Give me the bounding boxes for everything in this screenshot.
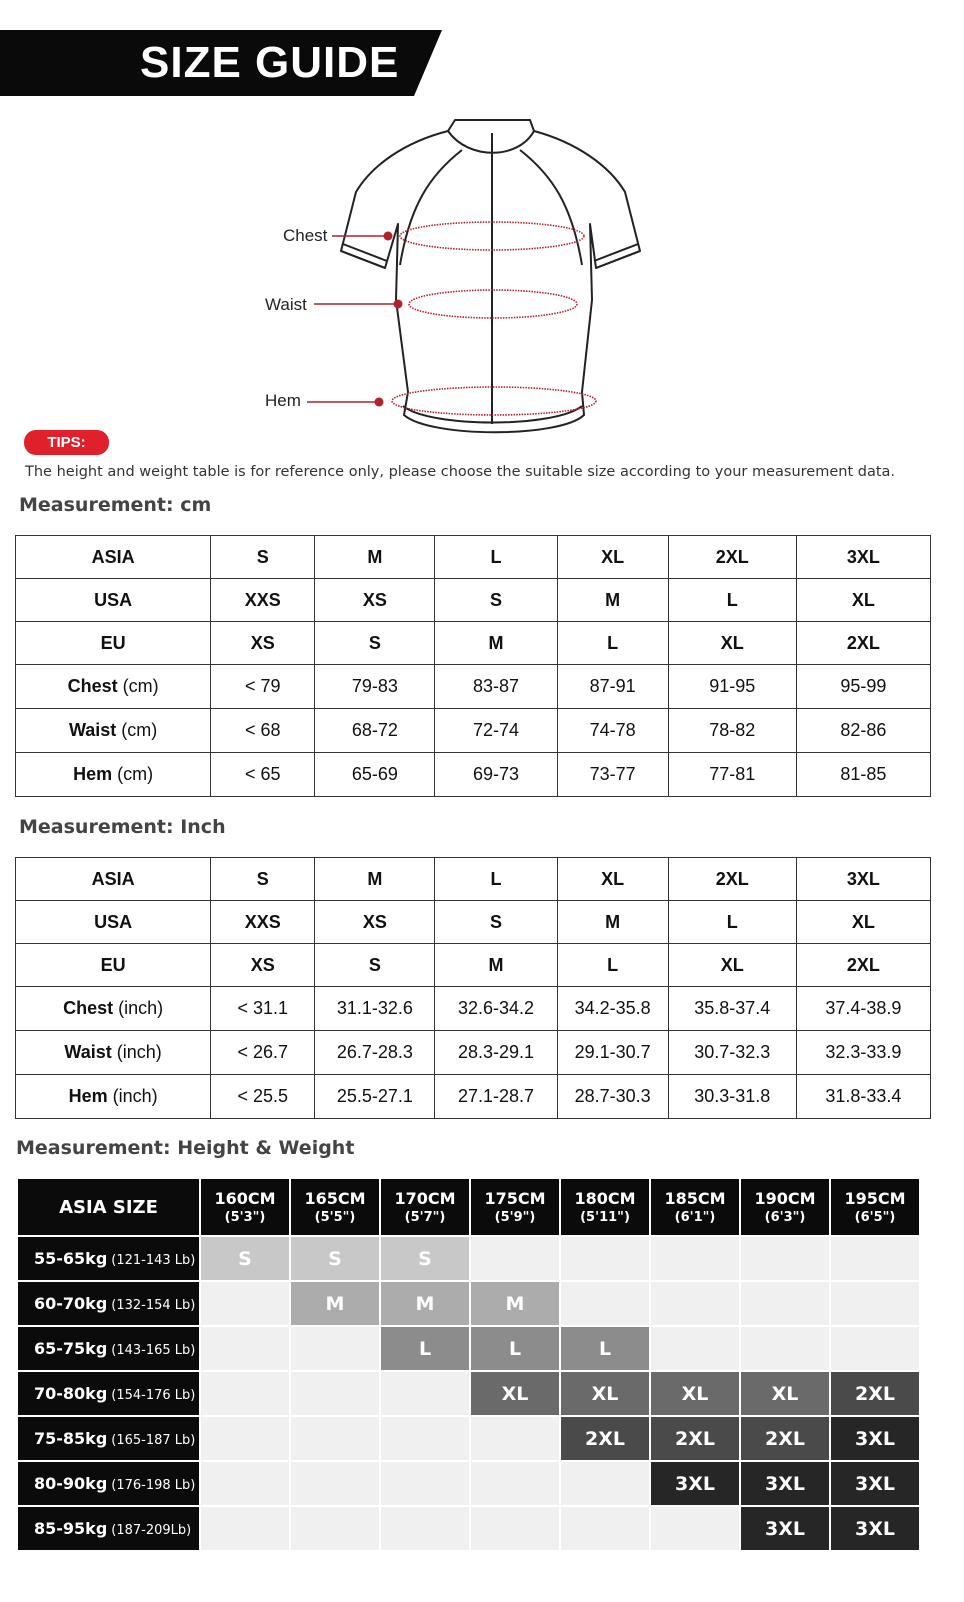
size-cell: L (381, 1327, 469, 1370)
height-ft: (5'7") (404, 1210, 446, 1225)
size-cell: M (381, 1282, 469, 1325)
height-cm: 175CM (484, 1189, 546, 1208)
size-cell: L (557, 622, 668, 665)
value-cell: 28.7-30.3 (557, 1075, 668, 1119)
region-label: USA (16, 579, 211, 622)
region-label: USA (16, 901, 211, 944)
table-row (16, 987, 931, 1031)
size-cell: S (211, 858, 315, 901)
weight-lb: (121-143 Lb) (111, 1253, 196, 1268)
size-cell: 2XL (796, 622, 930, 665)
header-row (16, 944, 931, 987)
weight-kg: 65-75kg (34, 1339, 108, 1358)
size-cell (741, 1282, 829, 1325)
height-ft: (6'3") (764, 1210, 806, 1225)
size-cell: L (561, 1327, 649, 1370)
size-cell: XL (668, 622, 796, 665)
measure-unit: (inch) (113, 998, 164, 1018)
size-cell (291, 1462, 379, 1505)
waist-label: Waist (265, 295, 307, 314)
size-cell: 3XL (651, 1462, 739, 1505)
size-cell: XS (315, 901, 435, 944)
size-guide-banner (0, 30, 450, 96)
size-cell: M (435, 622, 557, 665)
value-cell: 72-74 (435, 709, 557, 753)
size-cell (831, 1237, 919, 1280)
header-row (16, 536, 931, 579)
measure-label (16, 753, 211, 797)
size-cell (471, 1507, 559, 1550)
size-cell: L (668, 901, 796, 944)
size-cell (651, 1282, 739, 1325)
size-cell (381, 1372, 469, 1415)
size-cell: XL (557, 536, 668, 579)
size-cell: 3XL (831, 1507, 919, 1550)
height-cm: 195CM (844, 1189, 906, 1208)
measure-unit: (cm) (116, 720, 158, 740)
table-row (16, 1075, 931, 1119)
size-cell (291, 1372, 379, 1415)
size-cell: S (201, 1237, 289, 1280)
weight-lb: (165-187 Lb) (111, 1433, 196, 1448)
weight-label (18, 1417, 199, 1460)
size-cell: XXS (211, 901, 315, 944)
weight-label (18, 1462, 199, 1505)
measure-name: Hem (73, 764, 113, 784)
size-cell: XXS (211, 579, 315, 622)
size-cell (651, 1507, 739, 1550)
value-cell: < 65 (211, 753, 315, 797)
height-cm: 190CM (754, 1189, 816, 1208)
height-header (561, 1179, 649, 1235)
size-cell: 2XL (561, 1417, 649, 1460)
value-cell: 31.8-33.4 (796, 1075, 930, 1119)
value-cell: 74-78 (557, 709, 668, 753)
value-cell: < 79 (211, 665, 315, 709)
size-cell (741, 1327, 829, 1370)
region-label: ASIA (16, 536, 211, 579)
size-cell: 2XL (668, 858, 796, 901)
value-cell: 34.2-35.8 (557, 987, 668, 1031)
weight-kg: 80-90kg (34, 1474, 108, 1493)
size-cell (201, 1327, 289, 1370)
height-header (201, 1179, 289, 1235)
measure-name: Waist (68, 720, 117, 740)
cm-size-table (15, 535, 931, 797)
size-cell: XL (668, 944, 796, 987)
height-header (831, 1179, 919, 1235)
weight-kg: 75-85kg (34, 1429, 108, 1448)
header-row (16, 622, 931, 665)
size-cell: XS (315, 579, 435, 622)
size-cell (381, 1507, 469, 1550)
table-row (18, 1462, 919, 1505)
height-ft: (5'3") (224, 1210, 266, 1225)
size-cell (561, 1462, 649, 1505)
size-cell (561, 1282, 649, 1325)
measure-unit: (inch) (107, 1086, 158, 1106)
value-cell: < 31.1 (211, 987, 315, 1031)
jersey-diagram (250, 110, 670, 455)
value-cell: 29.1-30.7 (557, 1031, 668, 1075)
value-cell: 77-81 (668, 753, 796, 797)
size-cell: 3XL (741, 1462, 829, 1505)
size-cell: XL (561, 1372, 649, 1415)
height-header (651, 1179, 739, 1235)
size-cell (201, 1372, 289, 1415)
value-cell: 31.1-32.6 (315, 987, 435, 1031)
value-cell: 79-83 (315, 665, 435, 709)
value-cell: 26.7-28.3 (315, 1031, 435, 1075)
table-row (16, 753, 931, 797)
size-cell: 2XL (831, 1372, 919, 1415)
size-cell: M (471, 1282, 559, 1325)
size-cell: 3XL (741, 1507, 829, 1550)
table-row (18, 1282, 919, 1325)
size-cell: XL (741, 1372, 829, 1415)
table-row (16, 1031, 931, 1075)
value-cell: 30.7-32.3 (668, 1031, 796, 1075)
weight-label (18, 1237, 199, 1280)
measure-unit: (inch) (111, 1042, 162, 1062)
weight-lb: (132-154 Lb) (111, 1298, 196, 1313)
height-ft: (5'11") (580, 1210, 630, 1225)
size-cell: M (291, 1282, 379, 1325)
value-cell: 30.3-31.8 (668, 1075, 796, 1119)
cm-section-title: Measurement: cm (19, 494, 212, 516)
size-cell: 3XL (831, 1462, 919, 1505)
height-weight-table (16, 1177, 921, 1552)
value-cell: < 26.7 (211, 1031, 315, 1075)
header-row (18, 1179, 919, 1235)
size-cell: 2XL (796, 944, 930, 987)
size-cell (561, 1507, 649, 1550)
inch-size-table (15, 857, 931, 1119)
weight-kg: 55-65kg (34, 1249, 108, 1268)
value-cell: 68-72 (315, 709, 435, 753)
size-cell: M (315, 858, 435, 901)
measure-unit: (cm) (112, 764, 154, 784)
value-cell: 91-95 (668, 665, 796, 709)
value-cell: 65-69 (315, 753, 435, 797)
size-cell (471, 1417, 559, 1460)
size-cell: S (315, 622, 435, 665)
header-row (16, 858, 931, 901)
size-cell: XL (471, 1372, 559, 1415)
measure-label (16, 987, 211, 1031)
inch-section-title: Measurement: Inch (19, 816, 226, 838)
size-cell: XL (796, 901, 930, 944)
tips-badge: TIPS: (24, 430, 109, 455)
height-ft: (5'9") (494, 1210, 536, 1225)
size-cell (201, 1282, 289, 1325)
height-cm: 180CM (574, 1189, 636, 1208)
size-cell: S (315, 944, 435, 987)
size-cell (291, 1327, 379, 1370)
weight-lb: (187-209Lb) (111, 1523, 192, 1538)
size-cell (741, 1237, 829, 1280)
measure-name: Chest (63, 998, 114, 1018)
size-cell (381, 1462, 469, 1505)
size-cell: L (471, 1327, 559, 1370)
value-cell: 27.1-28.7 (435, 1075, 557, 1119)
height-cm: 160CM (214, 1189, 276, 1208)
banner-title: SIZE GUIDE (140, 38, 400, 87)
region-label: EU (16, 622, 211, 665)
table-row (18, 1507, 919, 1550)
size-cell (381, 1417, 469, 1460)
table-row (16, 709, 931, 753)
size-cell (201, 1417, 289, 1460)
size-cell: 2XL (668, 536, 796, 579)
value-cell: 25.5-27.1 (315, 1075, 435, 1119)
size-cell: XS (211, 944, 315, 987)
height-cm: 165CM (304, 1189, 366, 1208)
value-cell: 95-99 (796, 665, 930, 709)
measure-label (16, 665, 211, 709)
height-ft: (6'5") (854, 1210, 896, 1225)
tips-text: The height and weight table is for reference only, please choose the suitable size according to your measurement data. (25, 464, 896, 480)
size-cell: M (557, 901, 668, 944)
measure-label (16, 1075, 211, 1119)
value-cell: 73-77 (557, 753, 668, 797)
size-cell (201, 1462, 289, 1505)
height-header (471, 1179, 559, 1235)
size-cell: M (315, 536, 435, 579)
size-cell: S (381, 1237, 469, 1280)
header-row (16, 901, 931, 944)
value-cell: 37.4-38.9 (796, 987, 930, 1031)
height-header (291, 1179, 379, 1235)
size-cell: 3XL (796, 536, 930, 579)
value-cell: < 25.5 (211, 1075, 315, 1119)
weight-label (18, 1372, 199, 1415)
table-row (18, 1237, 919, 1280)
hem-ellipse (392, 387, 596, 415)
size-cell: L (557, 944, 668, 987)
hw-section-title: Measurement: Height & Weight (16, 1137, 355, 1159)
size-cell (561, 1237, 649, 1280)
value-cell: 35.8-37.4 (668, 987, 796, 1031)
size-cell (291, 1417, 379, 1460)
size-cell: XS (211, 622, 315, 665)
weight-kg: 60-70kg (34, 1294, 108, 1313)
height-ft: (6'1") (674, 1210, 716, 1225)
size-cell (831, 1327, 919, 1370)
value-cell: 81-85 (796, 753, 930, 797)
measure-label (16, 709, 211, 753)
table-row (18, 1372, 919, 1415)
height-cm: 170CM (394, 1189, 456, 1208)
measure-unit: (cm) (117, 676, 159, 696)
size-cell: M (557, 579, 668, 622)
size-cell (291, 1507, 379, 1550)
weight-lb: (176-198 Lb) (111, 1478, 196, 1493)
value-cell: 28.3-29.1 (435, 1031, 557, 1075)
size-cell (651, 1327, 739, 1370)
value-cell: 82-86 (796, 709, 930, 753)
table-row (18, 1417, 919, 1460)
size-cell (831, 1282, 919, 1325)
chest-label: Chest (283, 226, 328, 245)
value-cell: 32.6-34.2 (435, 987, 557, 1031)
measure-name: Hem (68, 1086, 108, 1106)
size-cell: XL (651, 1372, 739, 1415)
size-cell: 3XL (831, 1417, 919, 1460)
size-cell (471, 1237, 559, 1280)
weight-lb: (143-165 Lb) (111, 1343, 196, 1358)
table-row (18, 1327, 919, 1370)
value-cell: 83-87 (435, 665, 557, 709)
weight-kg: 70-80kg (34, 1384, 108, 1403)
size-cell: 2XL (741, 1417, 829, 1460)
size-cell: S (211, 536, 315, 579)
header-row (16, 579, 931, 622)
size-cell: S (291, 1237, 379, 1280)
height-header (381, 1179, 469, 1235)
height-ft: (5'5") (314, 1210, 356, 1225)
weight-lb: (154-176 Lb) (111, 1388, 196, 1403)
weight-label (18, 1282, 199, 1325)
height-header (741, 1179, 829, 1235)
size-cell: XL (796, 579, 930, 622)
value-cell: 87-91 (557, 665, 668, 709)
hem-label: Hem (265, 391, 301, 410)
value-cell: 78-82 (668, 709, 796, 753)
value-cell: 69-73 (435, 753, 557, 797)
asia-size-header: ASIA SIZE (18, 1179, 199, 1235)
value-cell: 32.3-33.9 (796, 1031, 930, 1075)
measure-name: Waist (64, 1042, 112, 1062)
height-cm: 185CM (664, 1189, 726, 1208)
size-cell: XL (557, 858, 668, 901)
region-label: EU (16, 944, 211, 987)
measure-name: Chest (67, 676, 118, 696)
table-row (16, 665, 931, 709)
size-cell: S (435, 579, 557, 622)
size-cell: L (435, 536, 557, 579)
size-cell (651, 1237, 739, 1280)
weight-kg: 85-95kg (34, 1519, 108, 1538)
size-cell: L (435, 858, 557, 901)
weight-label (18, 1327, 199, 1370)
measure-label (16, 1031, 211, 1075)
size-cell (471, 1462, 559, 1505)
weight-label (18, 1507, 199, 1550)
size-cell: 3XL (796, 858, 930, 901)
size-cell: M (435, 944, 557, 987)
size-cell: L (668, 579, 796, 622)
size-cell (201, 1507, 289, 1550)
region-label: ASIA (16, 858, 211, 901)
size-cell: 2XL (651, 1417, 739, 1460)
size-cell: S (435, 901, 557, 944)
value-cell: < 68 (211, 709, 315, 753)
